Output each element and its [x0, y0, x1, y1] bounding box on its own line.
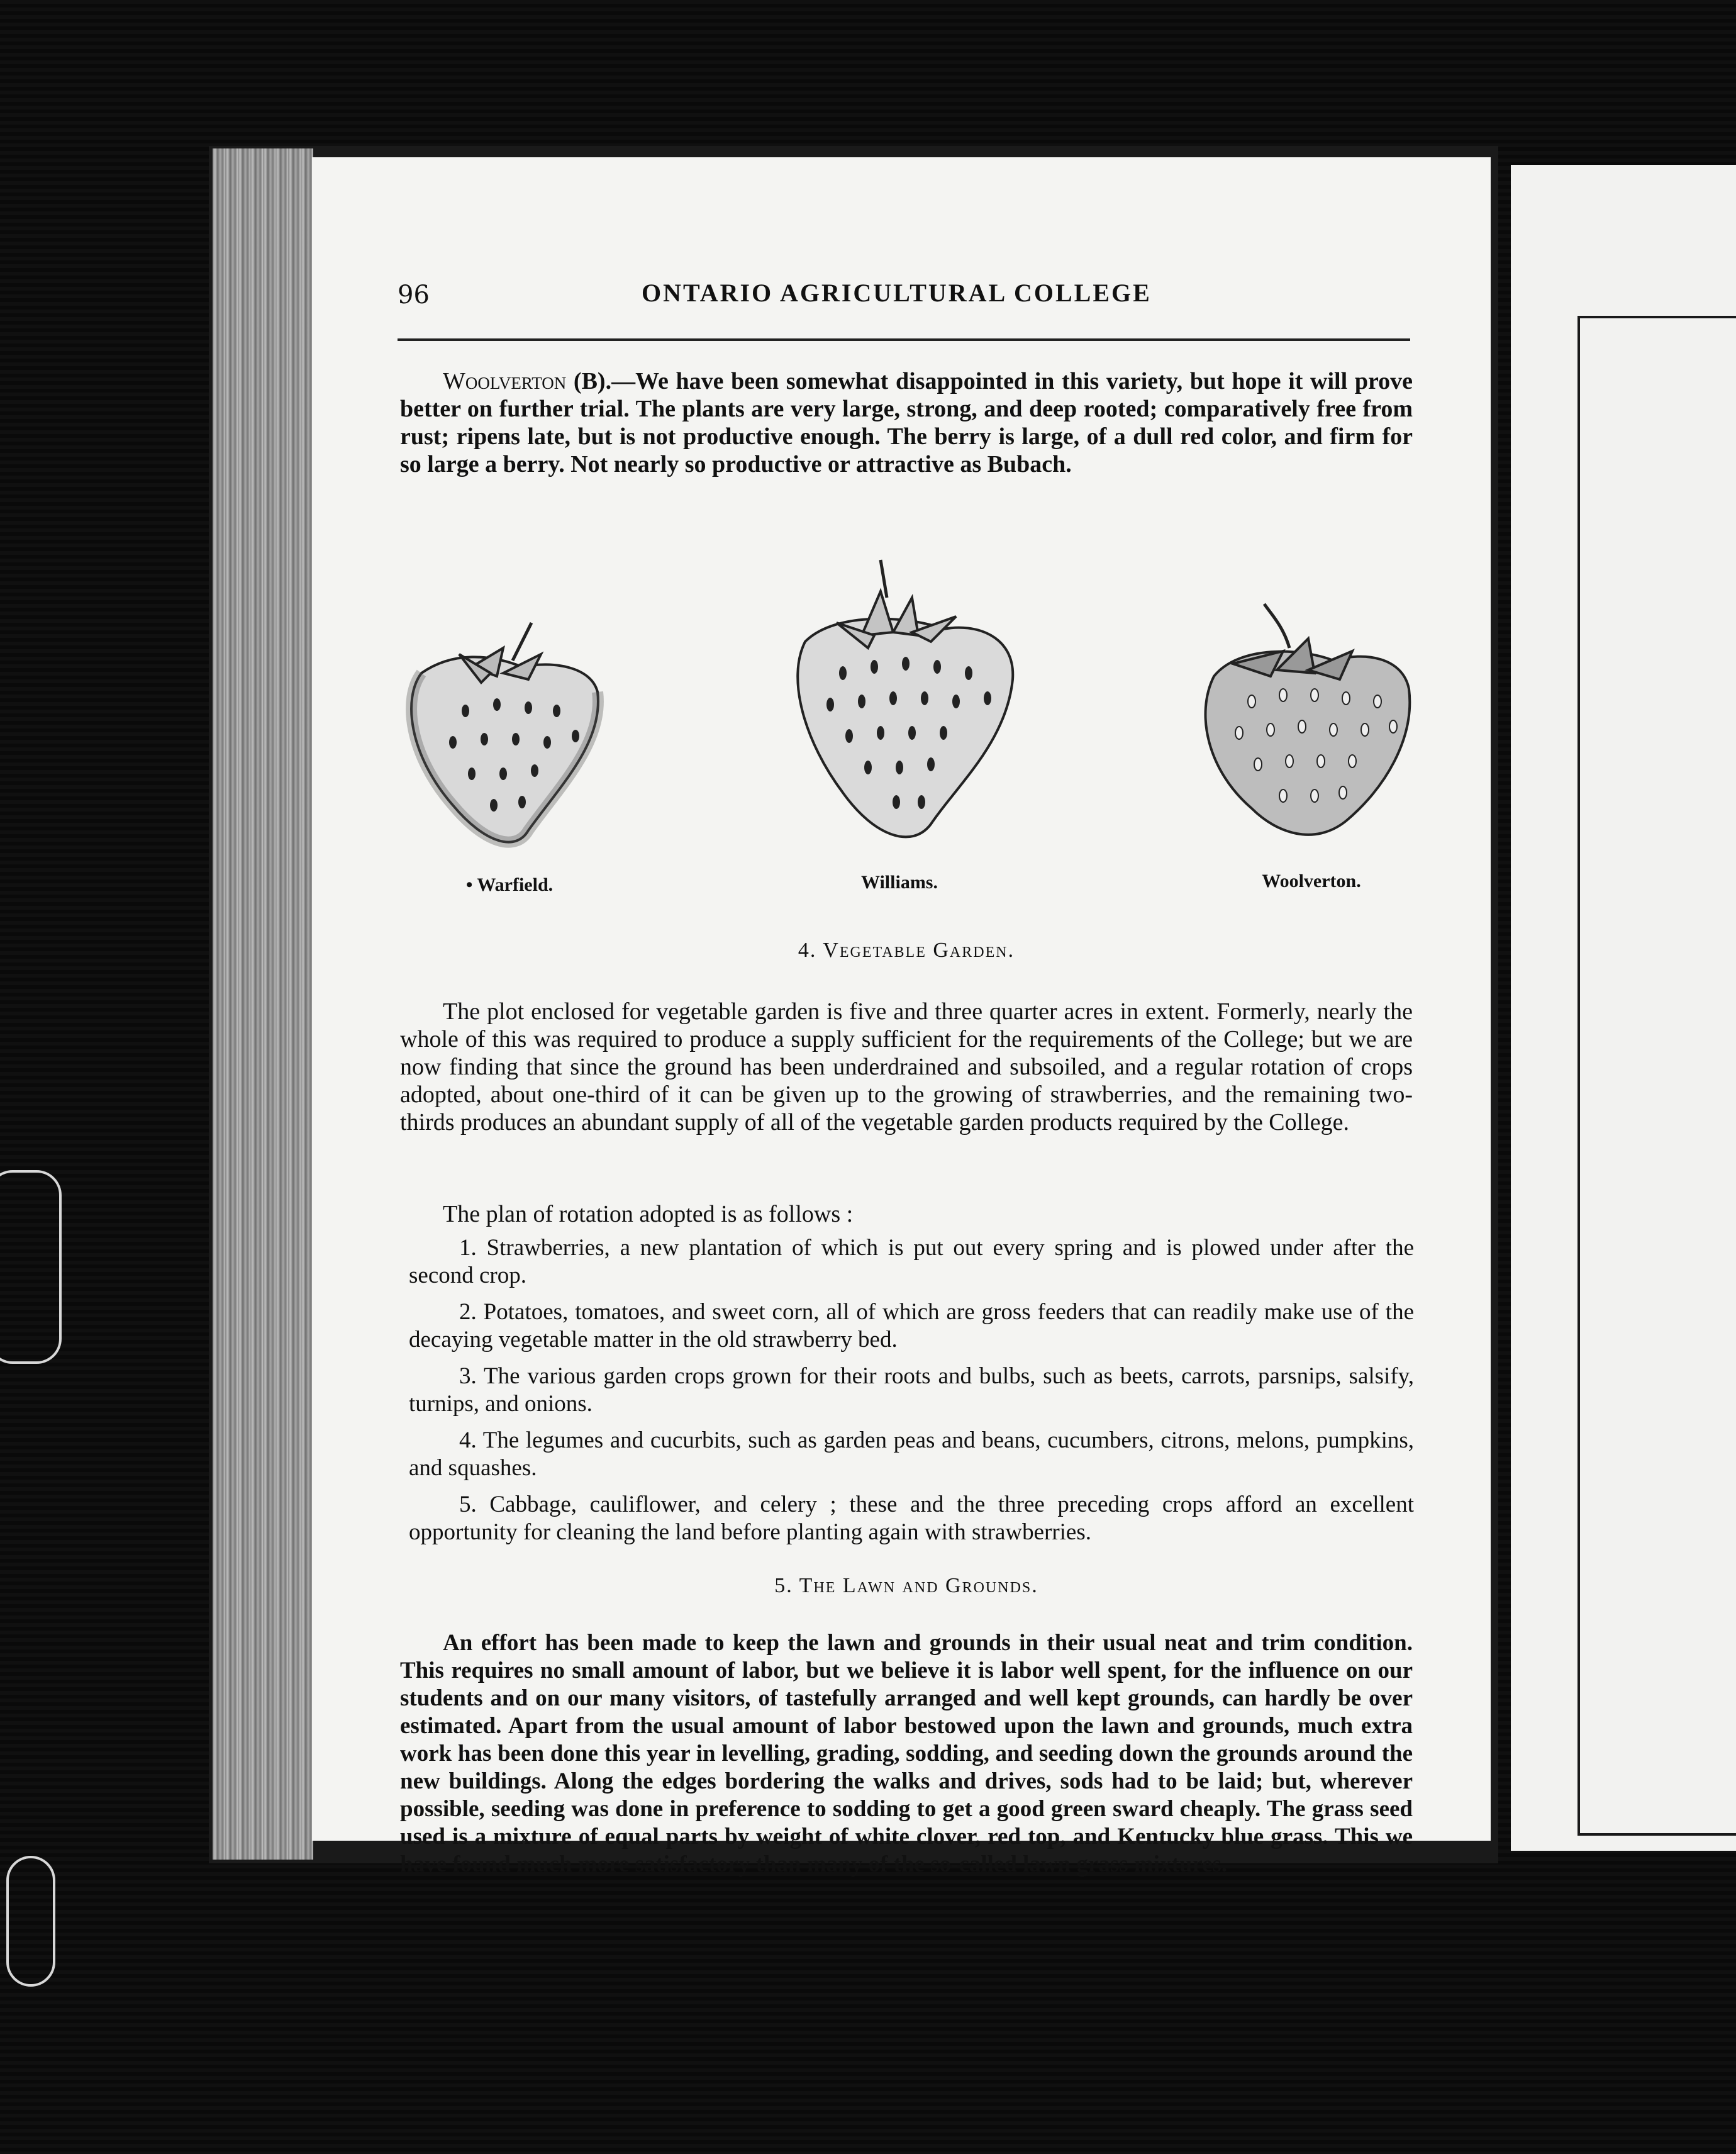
page-edges	[213, 148, 313, 1860]
rotation-item: 1. Strawberries, a new plantation of which is put out every spring and is plowed under after the second crop.	[409, 1235, 1414, 1288]
woolverton-paragraph	[400, 367, 1413, 478]
page-number: 96	[398, 281, 430, 310]
strawberry-illustration-warfield	[396, 617, 623, 856]
scan-artifact	[0, 1170, 62, 1364]
section-heading-lawn: 5. The Lawn and Grounds.	[774, 1574, 1038, 1597]
running-head: ONTARIO AGRICULTURAL COLLEGE	[642, 279, 1152, 307]
facing-page-frame	[1577, 316, 1736, 1836]
variety-description: (B).—We have been somewhat disappointed in this variety, but hope it will prove better on further trial. The plants are very large, strong, and deep rooted; comparatively free from rust; ripens late, but is not productive enough. The berry is large, of a dull red color, and firm for so large a berry. Not nearly so productive or attractive as Bubach.	[400, 368, 1413, 477]
scan-artifact	[6, 1856, 55, 1987]
strawberry-illustration-woolverton	[1195, 601, 1422, 852]
caption-williams: Williams.	[861, 872, 938, 893]
lawn-paragraph: An effort has been made to keep the lawn and grounds in their usual neat and trim condition. This requires no small amount of labor, but we believe it is labor well spent, for the influence on our students and on our many visitors, of tastefully arranged and well kept grounds, can hardly be over estimated. Apart from the usual amount of labor bestowed upon the lawn and grounds, much extra work has been done this year in levelling, grading, sodding, and seeding down the grounds around the new buildings. Along the edges bordering the walks and drives, sods had to be laid; but, wherever possible, seeding was done in preference to sodding to get a good green sward cheaply. The grass seed used is a mixture of equal parts by weight of white clover, red top, and Kentucky blue grass. This we have found much more satisfactory than many of the so-called lawn grass mixtures.	[400, 1630, 1413, 1877]
rotation-item: 2. Potatoes, tomatoes, and sweet corn, all of which are gross feeders that can readily make use of the decaying vegetable matter in the old strawberry bed.	[409, 1299, 1414, 1353]
caption-warfield: • Warfield.	[465, 874, 554, 895]
rotation-item: 4. The legumes and cucurbits, such as garden peas and beans, cucumbers, citrons, melons, pumpkins, and squashes.	[409, 1427, 1414, 1481]
rotation-item: 3. The various garden crops grown for their roots and bulbs, such as beets, carrots, parsnips, salsify, turnips, and onions.	[409, 1363, 1414, 1417]
section-heading-vegetable-garden: 4. Vegetable Garden.	[798, 939, 1015, 962]
strawberry-illustration-williams	[786, 554, 1025, 856]
rotation-item: 5. Cabbage, cauliflower, and celery ; these and the three preceding crops afford an excellent opportunity for cleaning the land before planting again with strawberries.	[409, 1492, 1414, 1545]
header-rule	[398, 338, 1410, 341]
caption-woolverton: Woolverton.	[1262, 871, 1361, 891]
vegetable-garden-intro: The plot enclosed for vegetable garden is five and three quarter acres in extent. Formerly, nearly the whole of this was required to produce a supply sufficient for the requirements of the College; but we are now finding that since the ground has been underdrained and subsoiled, and a regular rotation of crops adopted, about one-third of it can be given up to the growing of strawberries, and the remaining two-thirds produces an abundant supply of all of the vegetable garden products required by the College.	[400, 998, 1413, 1136]
rotation-lead: The plan of rotation adopted is as follows :	[443, 1201, 854, 1227]
variety-name: Woolverton	[443, 368, 567, 394]
